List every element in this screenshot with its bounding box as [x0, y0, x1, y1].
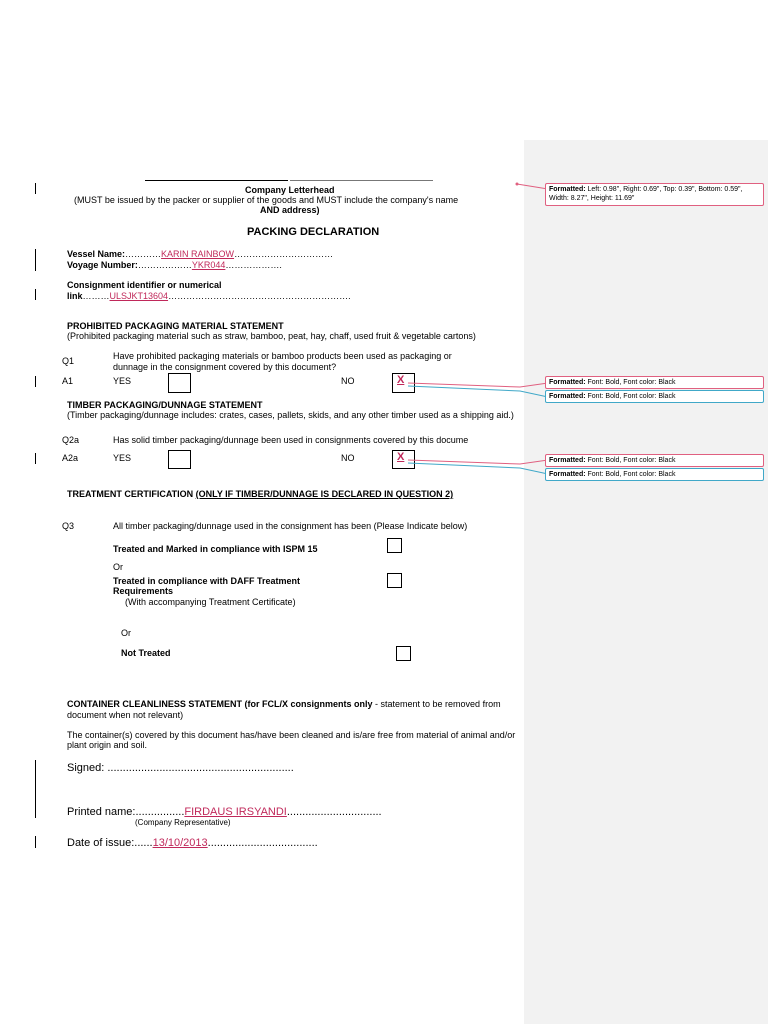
printed-name-dots: ............................... — [286, 806, 382, 818]
date-of-issue-label: Date of issue:...... — [67, 837, 153, 849]
company-representative-note: (Company Representative) — [135, 818, 231, 827]
comment-text: Left: 0.98", Right: 0.69", Top: 0.39", Bottom: 0.59", Width: 8.27", Height: 11.69" — [549, 186, 743, 202]
a2a-label: A2a — [62, 453, 79, 463]
a1-no-label: NO — [341, 376, 355, 386]
voyage-number-value: YKR044 — [191, 260, 226, 270]
container-heading-text: CONTAINER CLEANLINESS STATEMENT (for FCL/X consignments only — [67, 699, 373, 709]
treatment-heading-text: TREATMENT CERTIFICATION — [67, 489, 196, 499]
container-statement: The container(s) covered by this document has/have been cleaned and is/are free from material of animal and/or — [67, 730, 516, 740]
format-comment-page[interactable] — [545, 183, 764, 206]
comment-label: Formatted: — [549, 471, 586, 478]
date-of-issue-value: 13/10/2013 — [152, 837, 208, 849]
printed-name-value: FIRDAUS IRSYANDI — [184, 806, 287, 818]
comment-text: Font: Bold, Font color: Black — [587, 393, 676, 400]
consignment-dots: ……… — [82, 291, 110, 301]
comment-text: Font: Bold, Font color: Black — [587, 379, 676, 386]
option-not-treated: Not Treated — [121, 648, 171, 658]
date-dots: .................................... — [207, 837, 318, 849]
voyage-number-label: Voyage Number: — [67, 260, 138, 270]
voyage-dots-after: ………………. — [225, 260, 282, 270]
comment-text: Font: Bold, Font color: Black — [587, 471, 676, 478]
signed-field: Signed: ............................................................. — [67, 762, 294, 774]
q1-label: Q1 — [62, 356, 75, 366]
vessel-name-value: KARIN RAINBOW — [161, 249, 235, 259]
printed-name-label: Printed name:................ — [67, 806, 185, 818]
option-daff: Treated in compliance with DAFF Treatment — [113, 576, 301, 586]
container-heading-line2: document when not relevant) — [67, 710, 184, 720]
daff-note: (With accompanying Treatment Certificate) — [125, 597, 296, 607]
a2a-no-mark: X — [397, 451, 405, 463]
option-ispm15: Treated and Marked in compliance with ISPM 15 — [113, 544, 318, 554]
a2a-no-label: NO — [341, 453, 355, 463]
q1-text-line2: dunnage in the consignment covered by this document? — [113, 362, 337, 372]
or-text: Or — [113, 562, 123, 572]
voyage-dots: ……………… — [137, 260, 192, 270]
letterhead-note: (MUST be issued by the packer or supplier of the goods and MUST include the company's name — [74, 195, 459, 205]
a1-no-mark: X — [397, 374, 405, 386]
comment-label: Formatted: — [549, 186, 586, 193]
vessel-name-label: Vessel Name: — [67, 249, 126, 259]
q3-label: Q3 — [62, 521, 75, 531]
comment-label: Formatted: — [549, 457, 586, 464]
treatment-heading-condition: (ONLY IF TIMBER/DUNNAGE IS DECLARED IN QUESTION 2) — [195, 489, 454, 499]
comment-label: Formatted: — [549, 379, 586, 386]
format-comment-a1[interactable] — [545, 376, 764, 389]
q2a-text: Has solid timber packaging/dunnage been used in consignments covered by this docume — [113, 435, 469, 445]
vessel-dots: ………… — [125, 249, 162, 259]
container-heading-rest: - statement to be removed from — [372, 699, 501, 709]
q3-text: All timber packaging/dunnage used in the consignment has been (Please Indicate below) — [113, 521, 468, 531]
format-comment-a1-2[interactable] — [545, 390, 764, 403]
vessel-dots-after: …………………………… — [234, 249, 334, 259]
comment-label: Formatted: — [549, 393, 586, 400]
comment-text: Font: Bold, Font color: Black — [587, 457, 676, 464]
letterhead-note-line2: AND address) — [260, 205, 320, 215]
a2a-yes-label: YES — [113, 453, 132, 463]
consignment-link-label: link — [67, 291, 83, 301]
q1-text: Have prohibited packaging materials or bamboo products been used as packaging or — [113, 351, 452, 361]
option-daff-line2: Requirements — [113, 586, 174, 596]
a1-yes-label: YES — [113, 376, 132, 386]
q2a-label: Q2a — [62, 435, 80, 445]
letterhead-title: Company Letterhead — [245, 185, 335, 195]
or-text-2: Or — [121, 628, 131, 638]
document-title: PACKING DECLARATION — [247, 226, 380, 238]
format-comment-a2a[interactable] — [545, 454, 764, 467]
format-comment-a2a-2[interactable] — [545, 468, 764, 481]
a1-label: A1 — [62, 376, 74, 386]
timber-description: (Timber packaging/dunnage includes: crates, cases, pallets, skids, and any other timber used as a shipping aid.) — [67, 410, 514, 420]
consignment-dots-after: ……………………………………………………. — [168, 291, 351, 301]
prohibited-heading: PROHIBITED PACKAGING MATERIAL STATEMENT — [67, 321, 284, 331]
prohibited-description: (Prohibited packaging material such as straw, bamboo, peat, hay, chaff, used fruit & vegetable cartons) — [67, 331, 476, 341]
consignment-label: Consignment identifier or numerical — [67, 280, 222, 290]
consignment-value: ULSJKT13604 — [109, 291, 169, 301]
timber-heading: TIMBER PACKAGING/DUNNAGE STATEMENT — [67, 400, 263, 410]
container-statement-line2: plant origin and soil. — [67, 740, 148, 750]
